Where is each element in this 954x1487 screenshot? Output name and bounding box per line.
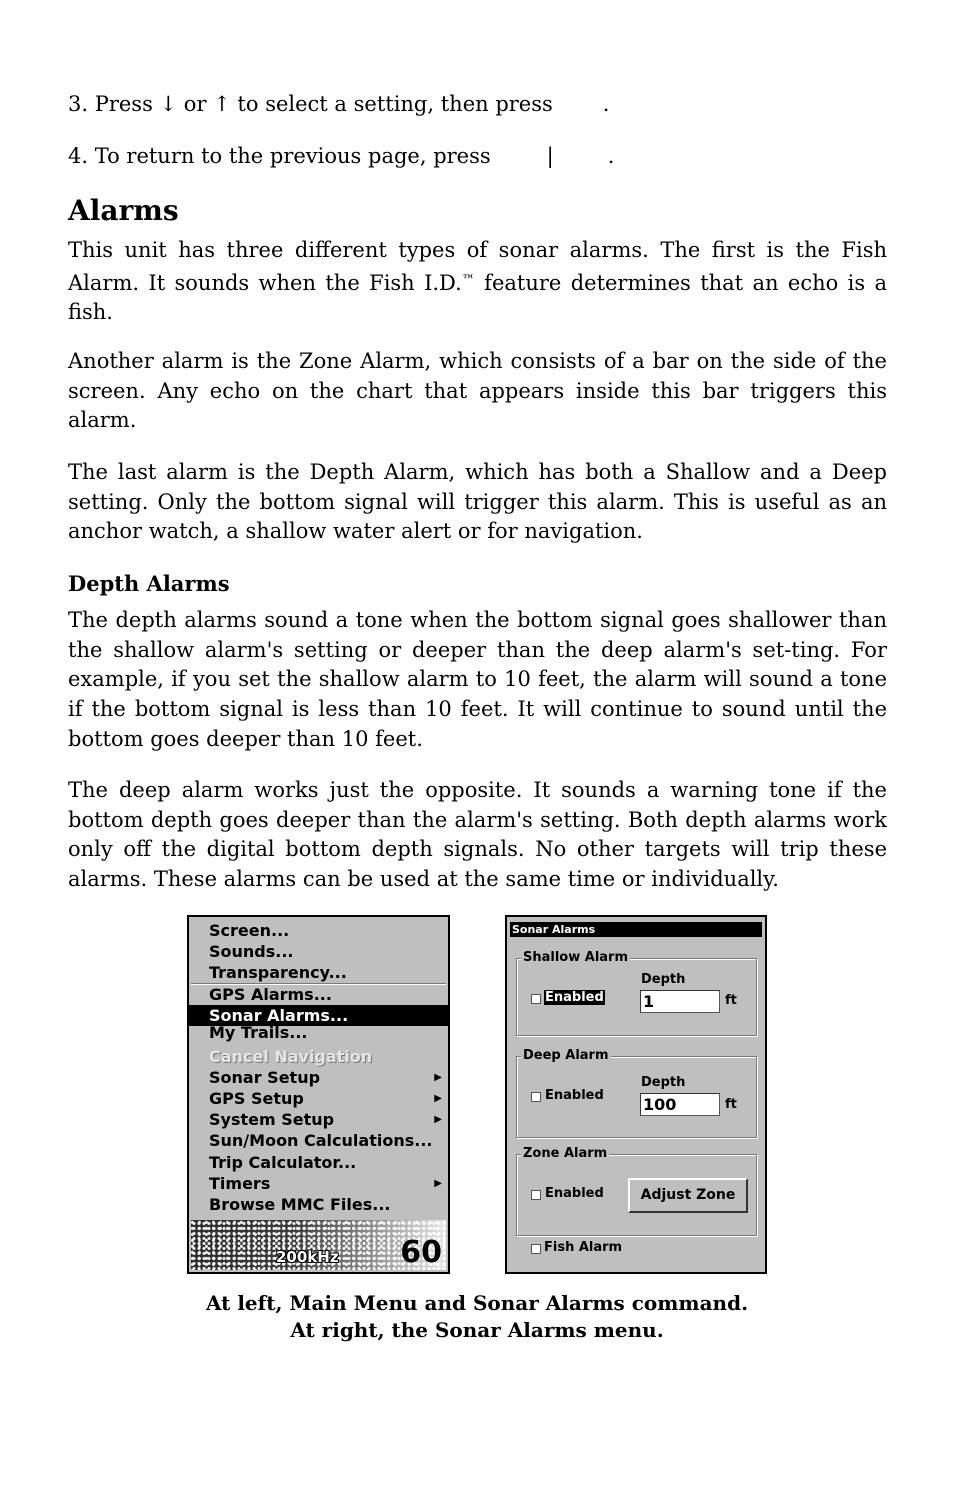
menu-item-label: Sonar Setup [209,1068,321,1087]
paragraph-intro-a: This unit has three different types of sonar alarms. The first is the Fish Alarm. It sounds when the Fish I.D. [68,238,887,295]
menu-item-browse-mmc[interactable] [189,1194,448,1215]
submenu-arrow-icon: ▶ [434,1114,442,1125]
submenu-arrow-icon: ▶ [434,1178,442,1189]
step-4-separator: | [546,144,554,168]
zone-enabled-label: Enabled [545,1186,604,1201]
step-3 [68,90,609,118]
paragraph-zone: Another alarm is the Zone Alarm, which consists of a bar on the side of the screen. Any echo on the chart that appears inside this bar triggers this alarm. [68,349,887,433]
sonar-alarms-dialog [505,915,767,1274]
deep-depth-label: Depth [641,1075,686,1090]
deep-alarm-legend: Deep Alarm [523,1048,609,1063]
depth-readout: 60 [400,1235,442,1270]
zone-alarm-legend: Zone Alarm [523,1146,608,1161]
paragraph-depth: The last alarm is the Depth Alarm, which has both a Shallow and a Deep setting. Only the bottom signal will trigger this alarm. This is useful as an anchor watch, a shallow water alert or for navigation. [68,460,887,544]
figure-caption-line-2: At right, the Sonar Alarms menu. [290,1318,664,1342]
shallow-alarm-group [516,950,757,1036]
menu-item-label: Cancel Navigation [209,1047,373,1066]
step-4-period: . [607,144,615,168]
menu-item-trip-calculator[interactable] [189,1152,448,1173]
menu-item-label: Trip Calculator... [209,1153,357,1172]
submenu-arrow-icon: ▶ [434,1072,442,1083]
menu-item-label: Sun/Moon Calculations... [209,1131,433,1150]
menu-item-gps-setup[interactable] [189,1088,448,1109]
paragraph-depth-alarms: The depth alarms sound a tone when the bottom signal goes shallower than the shallow alarm's setting or deeper than the deep alarm's set-ting. For example, if you set the shallow alarm to 10 feet, the alarm will sound a tone if the bottom signal is less than 10 feet. It will continue to sound until the bottom goes deeper than 10 feet. [68,608,887,751]
deep-enabled-checkbox[interactable] [531,1092,541,1102]
zone-alarm-group [516,1146,757,1236]
menu-item-sonar-alarms[interactable] [189,1005,448,1026]
dialog-title: Sonar Alarms [510,922,762,937]
shallow-enabled-checkbox[interactable] [531,994,541,1004]
menu-item-label: Screen... [209,921,290,940]
paragraph-deep-alarm: The deep alarm works just the opposite. It sounds a warning tone if the bottom depth goes deeper than the alarm's setting. Both depth alarms work only off the digital bottom depth signals. No other targets will trip these alarms. These alarms can be used at the same time or individually. [68,778,887,892]
menu-item-sonar-setup[interactable] [189,1067,448,1088]
shallow-unit-label: ft [725,993,737,1008]
zone-enabled-checkbox[interactable] [531,1190,541,1200]
shallow-enabled-text: Enabled [545,990,604,1005]
shallow-depth-input[interactable]: 1 [640,990,720,1013]
menu-item-label: Transparency... [209,963,347,982]
paragraph-intro [68,236,887,328]
step-4 [68,142,614,170]
fish-alarm-checkbox[interactable] [531,1244,541,1254]
deep-alarm-group [516,1048,757,1138]
deep-unit-label: ft [725,1097,737,1112]
menu-item-label: Sounds... [209,942,294,961]
deep-depth-input[interactable]: 100 [640,1093,720,1116]
menu-item-timers[interactable] [189,1173,448,1194]
menu-item-my-trails[interactable] [189,1026,448,1042]
menu-item-screen[interactable] [189,920,448,941]
trademark-symbol: ™ [461,272,475,288]
menu-item-label: GPS Alarms... [209,985,332,1004]
fish-alarm-label: Fish Alarm [544,1240,623,1255]
step-3-period: . [602,92,610,116]
shallow-enabled-label [544,990,605,1006]
submenu-arrow-icon: ▶ [434,1093,442,1104]
paragraph-intro-b: feature determines that an echo is a fish. [68,270,887,325]
sonar-chart-strip [191,1220,446,1270]
menu-item-cancel-navigation [189,1046,448,1067]
menu-item-label: Timers [209,1174,271,1193]
menu-item-transparency[interactable] [189,962,448,983]
menu-item-sounds[interactable] [189,941,448,962]
step-4-text: 4. To return to the previous page, press [68,144,491,168]
section-heading: Alarms [68,194,179,227]
menu-item-label: GPS Setup [209,1089,304,1108]
adjust-zone-button[interactable]: Adjust Zone [628,1178,748,1213]
menu-item-sun-moon[interactable] [189,1130,448,1151]
figure-caption-line-1: At left, Main Menu and Sonar Alarms command. [205,1291,749,1315]
deep-enabled-label: Enabled [545,1088,604,1103]
menu-item-label: System Setup [209,1110,335,1129]
frequency-label: 200kHz [276,1248,339,1266]
menu-item-label: Sonar Alarms... [209,1006,349,1025]
menu-item-label: Browse MMC Files... [209,1195,391,1214]
menu-item-gps-alarms[interactable] [189,984,448,1005]
menu-item-label: My Trails... [209,1026,308,1042]
shallow-alarm-legend: Shallow Alarm [523,950,629,965]
menu-item-system-setup[interactable] [189,1109,448,1130]
step-3-text: 3. Press ↓ or ↑ to select a setting, then press [68,92,553,116]
shallow-depth-label: Depth [641,972,686,987]
main-menu-screenshot [187,915,450,1274]
subsection-heading: Depth Alarms [68,571,230,596]
